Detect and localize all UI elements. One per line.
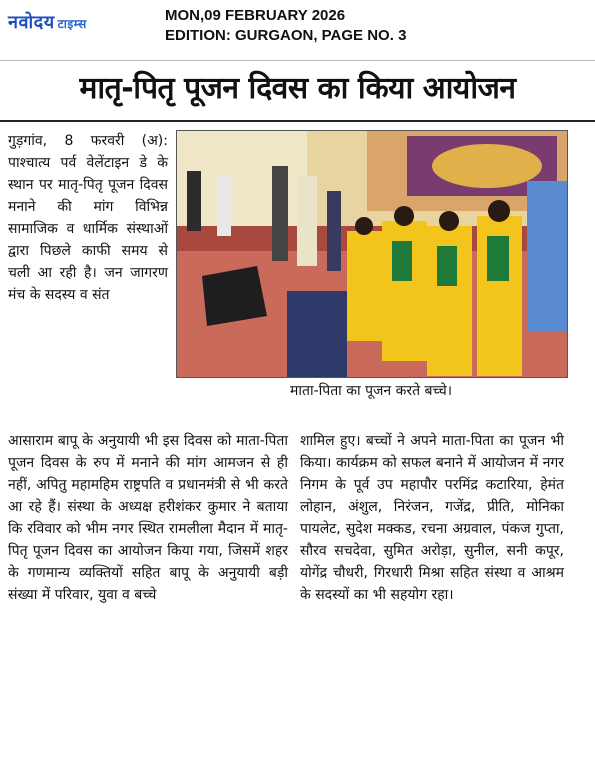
article-column-2 bbox=[300, 430, 564, 606]
headline-divider bbox=[0, 120, 595, 122]
adjacent-article-edge bbox=[583, 130, 595, 762]
edition-info bbox=[165, 6, 406, 46]
edition-line: EDITION: GURGAON, PAGE NO. 3 bbox=[165, 27, 407, 44]
article-column-1-bottom bbox=[8, 430, 288, 606]
article-body-paragraph-2: शामिल हुए। बच्चों ने अपने माता-पिता का पूजन भी किया। कार्यक्रम को सफल बनाने में आयोजन में नगर निगम के पूर्व उप महापौर परमिंद्र कटारिया, हेमंत लोहान, अंशुल, निरंजन, गजेंद्र, प्रीति, मोनिका पायलेट, सुदेश मक्कड, रचना अग्रवाल, पंकज गुप्ता, सौरव सचदेवा, सुमित अरोड़ा, सुनील, सनी कपूर, योगेंद्र चौधरी, गिरधारी मिश्रा सहित संस्था व आश्रम के सदस्यों का भी सहयोग रहा। bbox=[300, 433, 564, 603]
article-column-1-top bbox=[8, 130, 168, 306]
article-headline: मातृ-पितृ पूजन दिवस का किया आयोजन bbox=[79, 71, 516, 106]
newspaper-logo bbox=[8, 10, 87, 34]
logo-main: नवोदय bbox=[8, 12, 55, 33]
date-line: MON,09 FEBRUARY 2026 bbox=[165, 7, 346, 24]
event-photo bbox=[176, 130, 568, 378]
header-divider bbox=[0, 60, 595, 61]
event-photo-image bbox=[177, 131, 567, 377]
masthead bbox=[0, 0, 595, 54]
photo-caption: माता-पिता का पूजन करते बच्चे। bbox=[289, 383, 453, 399]
logo-sub: टाइम्स bbox=[57, 17, 87, 31]
article-lead-paragraph: गुड़गांव, 8 फरवरी (अ): पाश्चात्य पर्व वेलेंटाइन डे के स्थान पर मातृ-पितृ पूजन दिवस मनाने की मांग विभिन्न सामाजिक व धार्मिक संस्थाओं द्वारा पिछले काफी समय से चली आ रही है। जन जागरण मंच के सदस्य व संत bbox=[8, 133, 168, 303]
article-body-paragraph-1: आसाराम बापू के अनुयायी भी इस दिवस को माता-पिता पूजन दिवस के रुप में मनाने की मांग आमजन से ही नहीं, अपितु महामहिम राष्ट्रपति व प्रधानमंत्री से भी करते आ रहे हैं। संस्था के अध्यक्ष हरीशंकर कुमार ने बताया कि रविवार को भीम नगर स्थित रामलीला मैदान में मातृ-पितृ पूजन दिवस का आयोजन किया गया, जिसमें शहर के गणमान्य व्यक्तियों सहित बापू के अनुयायी बड़ी संख्या में परिवार, युवा व बच्चे bbox=[8, 433, 288, 603]
